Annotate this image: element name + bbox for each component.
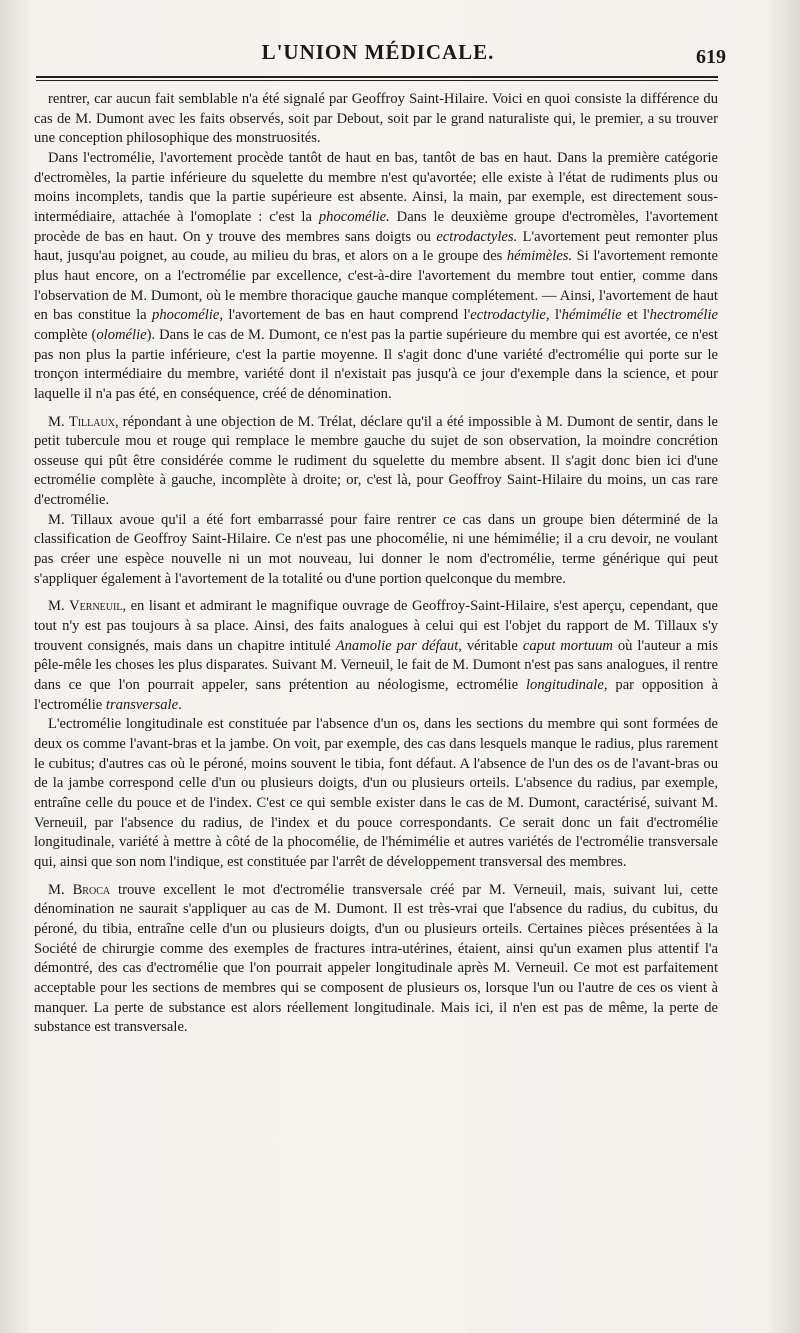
- header-rule: [36, 76, 718, 81]
- italic-term: hémimèles.: [506, 248, 573, 265]
- italic-term: phocomélie,: [152, 307, 223, 324]
- article-body: [34, 90, 718, 1038]
- italic-term: transversale: [105, 696, 179, 713]
- paragraph: [34, 881, 718, 1038]
- running-title: L'UNION MÉDICALE.: [261, 40, 495, 64]
- text-run: M.: [48, 413, 69, 430]
- text-run: , par opposition à l'ectromélie: [34, 677, 718, 713]
- text-run: .: [178, 696, 182, 713]
- italic-term: ectrodactyles.: [436, 228, 518, 245]
- text-run: L'avortement peut remonter plus haut, jusqu'au poignet, au coude, au milieu du bras, et alors on a le groupe des: [34, 228, 718, 265]
- page-header: [34, 40, 726, 70]
- text-run: M.: [48, 881, 73, 898]
- text-run: , en lisant et admirant le magnifique ouvrage de Geoffroy-Saint-Hilaire, s'est aperçu, cependant, que tout n'y est pas toujours à sa place. Ainsi, des faits analogues à celui qui est l'objet du rapport de M. Tillaux s'y trouvent consignés, mais dans un chapitre intitulé: [34, 598, 718, 654]
- text-run: complète (: [34, 326, 97, 343]
- text-run: , véritable: [458, 637, 523, 654]
- text-run: , répondant à une objection de M. Trélat, déclare qu'il a été impossible à M. Dumont de sentir, dans le petit tubercule mou et rouge qui remplace le membre gauche du sujet de son observation, la moindre concrétion osseuse qui pût être considérée comme le rudiment du squelette du membre absent. Il s'agit donc bien ici d'une ectromélie complète à gauche, incomplète à droite; or, c'est là, pour Geoffroy Saint-Hilaire du moins, un cas rare d'ectromélie.: [34, 413, 718, 509]
- paragraph: [34, 149, 718, 405]
- italic-term: hémimélie: [561, 307, 622, 324]
- italic-term: phocomélie.: [318, 208, 390, 225]
- text-run: Dans le deuxième groupe d'ectromèles, l'avortement procède de bas en haut. On y trouve des membres sans doigts ou: [34, 208, 718, 245]
- text-run: Si l'avortement remonte plus haut encore, on a l'ectromélie par excellence, c'est-à-dire l'avortement du membre tout entier, comme dans l'observation de M. Dumont, où le membre thoracique gauche manque complétement. — Ainsi, l'avortement de haut en bas constitue la: [34, 248, 718, 324]
- speaker-name: Tillaux: [68, 413, 115, 430]
- paragraph: [34, 413, 718, 511]
- text-run: L'ectromélie longitudinale est constituée par l'absence d'un os, dans les sections du membre qui sont formées de deux os comme l'avant-bras et la jambe. On voit, par exemple, des cas dans lesquels manque le radius, plus rarement le cubitus; d'autres cas où le péroné, moins souvent le tibia, font défaut. A l'absence de l'un des os de l'avant-bras ou de la jambe correspond celle d'un ou plusieurs doigts, d'un ou plusieurs orteils. L'absence du radius, par exemple, entraîne celle du pouce et de l'index. C'est ce qui semble exister dans le cas de M. Dumont, caractérisé, suivant M. Verneuil, par l'absence du radius, de l'index et du pouce correspondants. Ce serait donc un fait d'ectromélie longitudinale, variété à mettre à côté de la phocomélie, de l'hémimélie et autres variétés de l'ectromélie transversale qui, ainsi que son nom l'indique, est constituée par l'arrêt de développement transversal des membres.: [34, 716, 718, 870]
- text-run: et l': [621, 307, 650, 324]
- paragraph: [34, 90, 718, 149]
- text-run: l'avortement de bas en haut comprend l': [222, 307, 471, 324]
- speaker-name: Verneuil: [69, 598, 123, 615]
- paragraph: [34, 715, 718, 872]
- paragraph: [34, 511, 718, 590]
- text-run: trouve excellent le mot d'ectromélie transversale créé par M. Verneuil, mais, suivant lui, cette dénomination ne saurait s'appliquer au cas de M. Dumont. Il est très-vrai que l'absence du radius, du cubitus, du péroné, du tibia, entraîne celle d'un ou plusieurs doigts, d'un ou plusieurs orteils. Certaines pièces présentées à la Société de chirurgie comme des exemples de fractures intra-utérines, étaient, ainsi qu'un examen plus attentif l'a démontré, des cas d'ectromélie que l'on pourrait appeler longitudinale après M. Verneuil. Ce mot est parfaitement acceptable pour les sections de membres qui se composent de plusieurs os, lorsque l'un ou l'autre de ces os vient à manquer. La perte de substance est alors réellement longitudinale. Mais ici, il n'en est pas de même, la perte de substance est transversale.: [34, 881, 718, 1036]
- text-run: l': [549, 307, 562, 324]
- italic-term: Anamolie par défaut: [335, 637, 459, 654]
- text-run: M. Tillaux avoue qu'il a été fort embarrassé pour faire rentrer ce cas dans un groupe bien déterminé de la classification de Geoffroy Saint-Hilaire. Ce n'est pas une phocomélie, ni une hémimélie; il a cru devoir, ne voulant pas créer une espèce nouvelle ni un mot nouveau, lui donner le nom d'ectromélie, terme générique qui peut s'appliquer également à l'avortement de la totalité ou d'une portion quelconque du membre.: [34, 511, 718, 587]
- italic-term: ectrodactylie,: [470, 307, 550, 324]
- text-run: où l'auteur a mis pêle-mêle les choses les plus disparates. Suivant M. Verneuil, le fait de M. Dumont n'est pas sans analogues, il rentre dans ce que l'on pourrait appeler, sans prétention au néologisme, ectromélie: [34, 637, 719, 694]
- italic-term: hectromélie: [649, 307, 718, 324]
- italic-term: caput mortuum: [522, 637, 613, 654]
- speaker-name: Broca: [72, 881, 111, 898]
- text-run: Dans l'ectromélie, l'avortement procède tantôt de haut en bas, tantôt de bas en haut. Dans la première catégorie d'ectromèles, la partie inférieure du squelette du membre n'est qu'avortée; elle existe à l'état de rudiments plus ou moins incomplets, tandis que la partie supérieure est absente. Ainsi, la main, par exemple, est directement sous-intermédiaire, attachée à l'omoplate : c'est la: [34, 149, 718, 225]
- text-run: ). Dans le cas de M. Dumont, ce n'est pas la partie supérieure du membre qui est avortée, ce n'est pas non plus la partie inférieure, c'est la partie moyenne. Il s'agit donc d'une variété d'ectromélie qui porte sur le tronçon intermédiaire du membre, variété dont il n'existait pas jusqu'à ce jour d'exemple dans la science, et pour laquelle il n'a pas été, en conséquence, créé de dénomination.: [34, 326, 718, 402]
- paragraph: [34, 597, 718, 715]
- text-run: rentrer, car aucun fait semblable n'a été signalé par Geoffroy Saint-Hilaire. Voici en quoi consiste la différence du cas de M. Dumont avec les faits observés, soit par Debout, soit par le grand naturaliste qui, le premier, a su trouver une conception philosophique des monstruosités.: [34, 91, 718, 147]
- page-number: 619: [696, 46, 726, 68]
- italic-term: olomélie: [96, 326, 147, 343]
- italic-term: longitudinale: [525, 677, 604, 694]
- text-run: M.: [48, 598, 70, 615]
